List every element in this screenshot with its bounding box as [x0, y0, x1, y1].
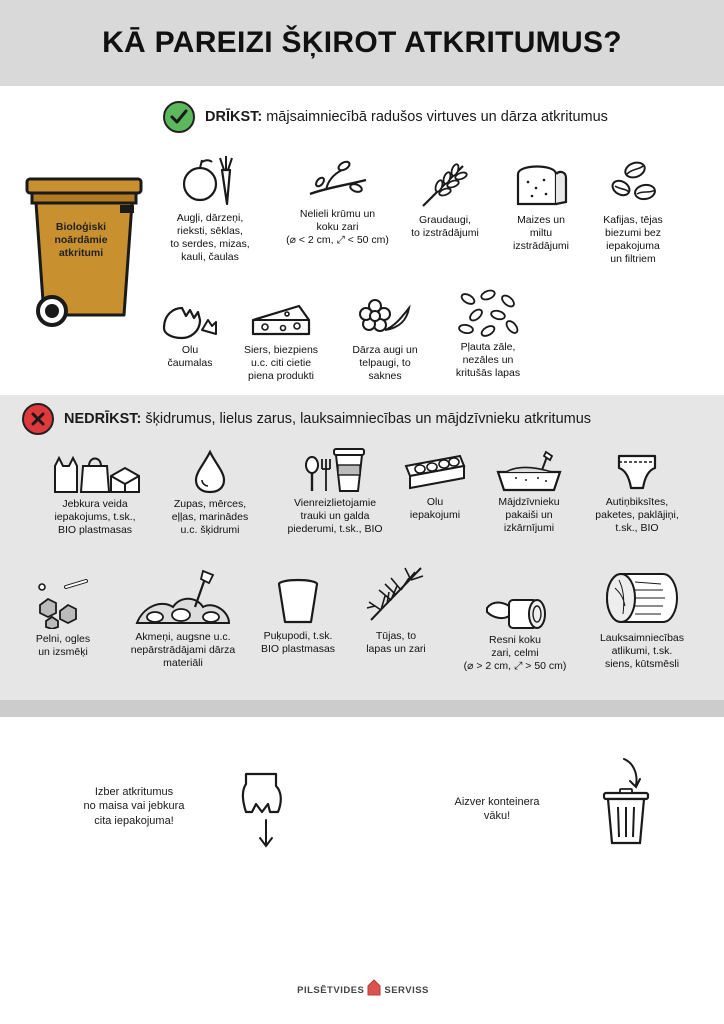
forbidden-item-ash-coal: [28, 575, 98, 659]
bio-waste-bin: [24, 175, 144, 330]
forbidden-item-egg-cartons: [400, 452, 470, 522]
forbidden-item-disposable-tableware: [270, 445, 400, 536]
item-label: Olu iepakojumi: [409, 496, 461, 522]
leaves-icon: [454, 287, 522, 337]
forbidden-item-liquids: [160, 448, 260, 537]
allowed-item-garden-plants: [340, 296, 430, 383]
item-label: Graudaugi, to izstrādājumi: [411, 214, 479, 240]
litter-box-icon: [492, 448, 566, 492]
drop-icon: [190, 448, 230, 494]
item-label: Resni koku zari, celmi (⌀ > 2 cm, ⤢ > 50 cm): [463, 634, 567, 673]
section-divider: [0, 700, 724, 717]
ash-coal-icon: [30, 575, 96, 629]
step-empty-bag-text: Izber atkritumus no maisa vai jebkura cita iepakojuma!: [83, 786, 185, 827]
eggshell-icon: [160, 298, 220, 340]
item-label: Nelieli krūmu un koku zari (⌀ < 2 cm, ⤢ < 50 cm): [286, 208, 389, 247]
item-label: Akmeņi, augsne u.c. nepārstrādājami dārza materiāli: [130, 631, 236, 670]
closed-bin-icon: [596, 755, 656, 847]
allowed-item-fruits: [160, 148, 260, 265]
allowed-item-grains: [400, 160, 490, 240]
allowed-item-eggshells: [150, 298, 230, 370]
item-label: Olu čaumalas: [167, 344, 213, 370]
forbidden-item-thuja: [356, 562, 436, 656]
flowerpot-icon: [275, 578, 321, 626]
check-icon: [163, 101, 195, 133]
empty-bag-icon: [240, 770, 284, 850]
item-label: Mājdzīvnieku pakaiši un izkārnījumi: [498, 496, 560, 535]
allowed-item-small-branches: [275, 152, 400, 247]
forbidden-item-flowerpots: [250, 578, 346, 656]
disposable-cup-icon: [300, 445, 370, 493]
page-header: [0, 0, 724, 86]
allowed-item-cheese: [236, 300, 326, 383]
item-label: Puķupodi, t.sk. BIO plastmasas: [260, 630, 336, 656]
item-label: Tūjas, to lapas un zari: [366, 630, 426, 656]
item-label: Pelni, ogles un izsmēķi: [35, 633, 91, 659]
flower-icon: [355, 296, 415, 340]
wheat-icon: [417, 160, 473, 210]
bin-label: Bioloģiski noārdāmie atkritumi: [54, 221, 108, 260]
stump-icon: [483, 590, 547, 630]
item-label: Lauksaimniecības atlikumi, t.sk. siens, kūtsmēsli: [599, 632, 685, 671]
packaging-icon: [49, 450, 141, 494]
item-label: Augļi, dārzeņi, rieksti, sēklas, to serdes, mizas, kauli, čaulas: [170, 212, 250, 264]
twig-icon: [306, 152, 370, 204]
forbidden-item-agricultural: [584, 568, 700, 671]
stones-soil-icon: [133, 567, 233, 627]
forbidden-item-thick-branches: [440, 590, 590, 673]
logo-left-text: PILSĒTVIDES: [297, 985, 365, 996]
item-label: Maizes un miltu izstrādājumi: [512, 214, 570, 253]
bread-icon: [512, 160, 570, 210]
forbidden-item-packaging: [40, 450, 150, 537]
step-close-lid-text: Aizver konteinera vāku!: [454, 796, 540, 823]
cross-icon: [22, 403, 54, 435]
item-label: Siers, biezpiens u.c. citi cietie piena produkti: [243, 344, 319, 383]
house-logo-icon: [367, 978, 381, 996]
item-label: Zupas, mērces, eļļas, marinādes u.c. šķidrumi: [171, 498, 249, 537]
company-logo: [296, 966, 430, 996]
allowed-item-bread: [498, 160, 584, 253]
item-label: Jebkura veida iepakojums, t.sk., BIO plastmasas: [54, 498, 136, 537]
allowed-heading: [163, 100, 608, 134]
item-label: Kafijas, tējas biezumi bez iepakojuma un filtriem: [603, 214, 663, 266]
coffee-beans-icon: [603, 156, 663, 210]
forbidden-heading: [22, 402, 591, 436]
page-title: KĀ PAREIZI ŠĶIROT ATKRITUMUS?: [102, 26, 622, 59]
item-label: Pļauta zāle, nezāles un kritušās lapas: [455, 341, 521, 380]
cheese-icon: [249, 300, 313, 340]
diaper-icon: [615, 452, 659, 492]
allowed-item-coffee-tea: [586, 156, 680, 267]
item-label: Dārza augi un telpaugi, to saknes: [352, 344, 418, 383]
item-label: Vienreizlietojamie trauki un galda piederumi, t.sk., BIO: [287, 497, 383, 536]
forbidden-heading-text: NEDRĪKST: šķidrumus, lielus zarus, lauksaimniecības un mājdzīvnieku atkritumus: [64, 411, 592, 427]
egg-carton-icon: [402, 452, 468, 492]
forbidden-item-stones-soil: [118, 567, 248, 670]
hay-bale-icon: [605, 568, 679, 628]
thuja-icon: [361, 562, 431, 626]
allowed-item-grass-leaves: [438, 287, 538, 380]
logo-right-text: SERVISS: [384, 985, 429, 996]
forbidden-item-pet-litter: [482, 448, 576, 535]
forbidden-item-diapers: [582, 452, 692, 535]
allowed-heading-text: DRĪKST: mājsaimniecībā radušos virtuves un dārza atkritumus: [205, 109, 608, 125]
item-label: Autiņbiksītes, paketes, paklājiņi, t.sk., BIO: [595, 496, 679, 535]
apple-carrot-icon: [178, 148, 242, 208]
